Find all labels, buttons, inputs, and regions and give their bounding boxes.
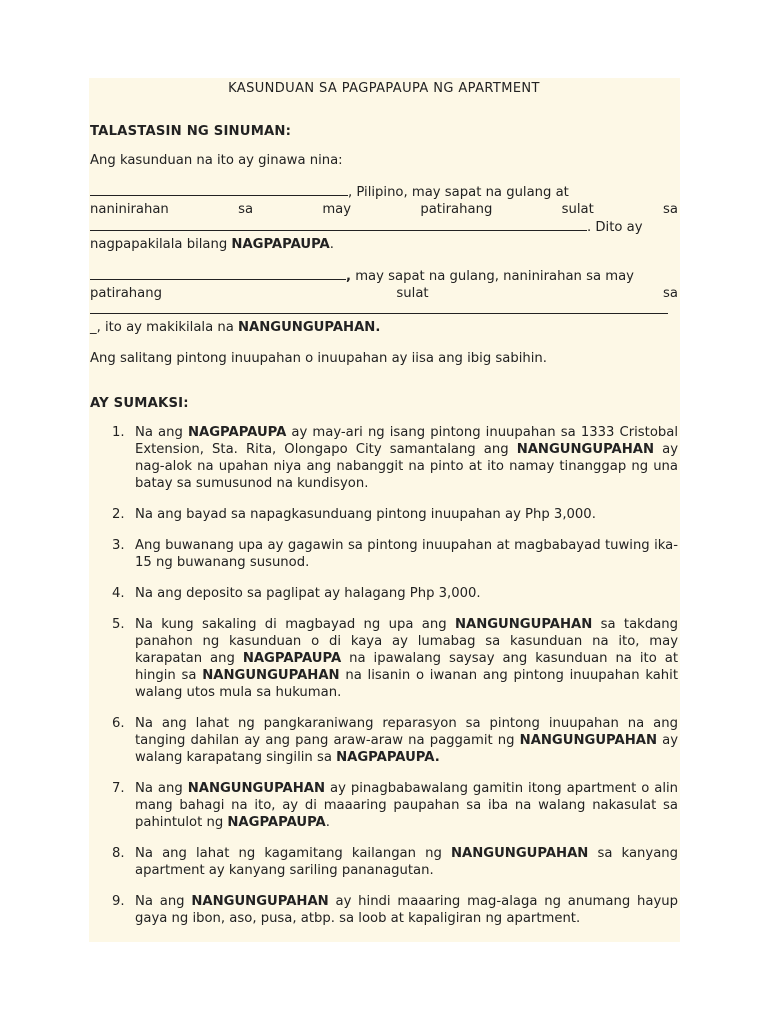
document-body <box>90 80 678 941</box>
definition-text: Ang salitang pintong inuupahan o inuupahan ay iisa ang ibig sabihin. <box>90 351 547 366</box>
party2-line3 <box>90 302 678 319</box>
party-lessee-paragraph <box>90 267 678 336</box>
party2-line2: patirahang sulat sa <box>90 286 678 301</box>
term-item-6: 6. Na ang lahat ng pangkaraniwang reparasyon sa pintong inuupahan na ang tanging dahilan ay ang pang araw-araw na paggamit ng NANGUNGUPAHAN ay walang karapatang singilin sa NAGPAPAUPA. <box>112 716 679 765</box>
address-blank <box>90 218 587 231</box>
terms-list <box>90 424 678 927</box>
term-item-2: 2. Na ang bayad sa napagkasunduang pintong inuupahan ay Php 3,000. <box>112 507 596 522</box>
term-item-7: 7. Na ang NANGUNGUPAHAN ay pinagbabawalang gamitin itong apartment o alin mang bahagi na ito, ay di maaaring paupahan sa iba na walang nakasulat sa pahintulot ng NAGPAPAUPA. <box>112 781 679 830</box>
party-lessor-paragraph <box>90 183 678 253</box>
role-lessee: NANGUNGUPAHAN. <box>238 320 381 335</box>
term-item-8: 8. Na ang lahat ng kagamitang kailangan ng NANGUNGUPAHAN sa kanyang apartment ay kanyang sariling pananagutan. <box>112 846 679 878</box>
role-lessor: NAGPAPAUPA <box>231 237 330 252</box>
witness-heading: AY SUMAKSI: <box>90 396 189 411</box>
salutation: TALASTASIN NG SINUMAN: <box>90 124 292 139</box>
intro-text: Ang kasunduan na ito ay ginawa nina: <box>90 153 343 168</box>
party1-line1: , Pilipino, may sapat na gulang at <box>90 183 678 201</box>
document-title: KASUNDUAN SA PAGPAPAUPA NG APARTMENT <box>228 81 540 96</box>
party2-line1: , may sapat na gulang, naninirahan sa may <box>90 267 678 285</box>
term-item-4: 4. Na ang deposito sa paglipat ay halagang Php 3,000. <box>112 586 481 601</box>
address-blank <box>90 307 668 314</box>
name-blank <box>90 183 348 196</box>
party2-line4: _, ito ay makikilala na NANGUNGUPAHAN. <box>90 320 381 335</box>
party1-line2: naninirahan sa may patirahang sulat sa <box>90 202 678 217</box>
term-item-3: 3. Ang buwanang upa ay gagawin sa pintong inuupahan at magbabayad tuwing ika-15 ng buwanang susunod. <box>112 538 678 570</box>
party1-line4: nagpapakilala bilang NAGPAPAUPA. <box>90 237 334 252</box>
party1-line3: . Dito ay <box>90 218 678 236</box>
name-blank <box>90 267 346 280</box>
term-item-9: 9. Na ang NANGUNGUPAHAN ay hindi maaaring mag-alaga ng anumang hayup gaya ng ibon, aso, pusa, atbp. sa loob at kapaligiran ng apartment. <box>112 894 678 926</box>
term-item-1: 1. Na ang NAGPAPAUPA ay may-ari ng isang pintong inuupahan sa 1333 Cristobal Extension, Sta. Rita, Olongapo City samantalang ang NANGUNGUPAHAN ay nag-alok na upahan niya ang nabanggit na pinto at ito namay tinanggap ng una batay sa sumusunod na kundisyon. <box>112 425 679 491</box>
term-item-5: 5. Na kung sakaling di magbayad ng upa ang NANGUNGUPAHAN sa takdang panahon ng kasunduan o di kaya ay lumabag sa kasunduan na ito, may karapatan ang NAGPAPAUPA na ipawalang saysay ang kasunduan na ito at hingin sa NANGUNGUPAHAN na lisanin o iwanan ang pintong inuupahan kahit walang utos mula sa hukuman. <box>112 617 679 700</box>
